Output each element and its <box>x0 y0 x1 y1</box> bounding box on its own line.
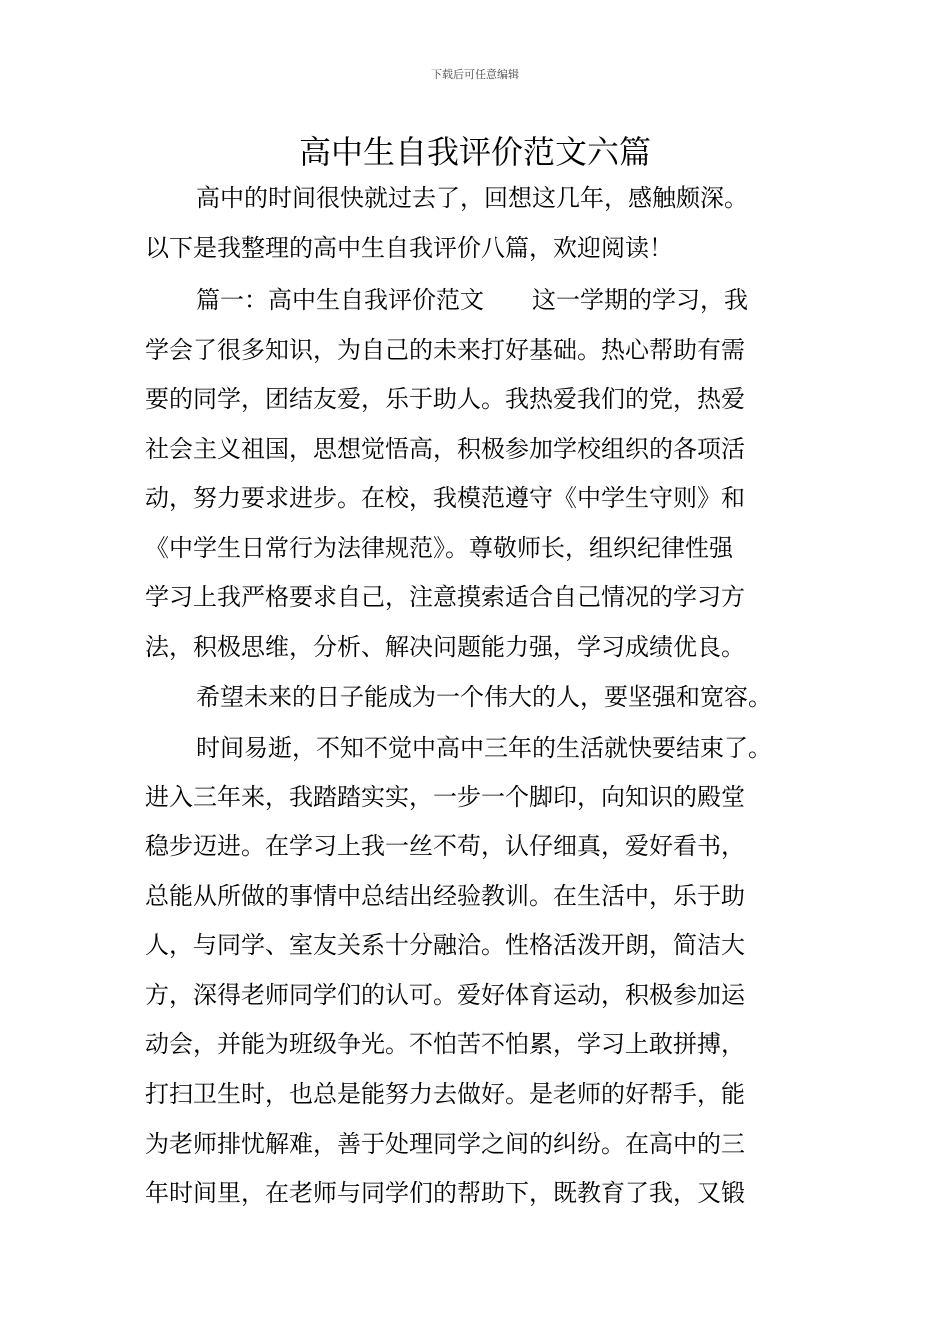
body-line: 为老师排忧解难，善于处理同学之间的纠纷。在高中的三 <box>145 1130 745 1158</box>
body-line: 社会主义祖国，思想觉悟高，积极参加学校组织的各项活 <box>145 435 745 463</box>
body-line: 人，与同学、室友关系十分融洽。性格活泼开朗，简洁大 <box>145 931 745 959</box>
body-line: 《中学生日常行为法律规范》。尊敬师长，组织纪律性强 <box>145 534 733 562</box>
header-note: 下载后可任意编辑 <box>431 68 519 81</box>
body-line: 要的同学，团结友爱，乐于助人。我热爱我们的党，热爱 <box>145 385 745 413</box>
body-line: 时间易逝，不知不觉中高中三年的生活就快要结束了。 <box>196 734 772 762</box>
body-line: 学会了很多知识，为自己的未来打好基础。热心帮助有需 <box>145 336 745 364</box>
body-line: 以下是我整理的高中生自我评价八篇，欢迎阅读！ <box>145 234 673 262</box>
body-line: 希望未来的日子能成为一个伟大的人，要坚强和宽容。 <box>196 683 772 711</box>
body-line: 总能从所做的事情中总结出经验教训。在生活中，乐于助 <box>145 882 745 910</box>
body-line: 进入三年来，我踏踏实实，一步一个脚印，向知识的殿堂 <box>145 783 745 811</box>
body-line: 方，深得老师同学们的认可。爱好体育运动，积极参加运 <box>145 981 745 1009</box>
body-line: 动会，并能为班级争光。不怕苦不怕累，学习上敢拼搏， <box>145 1030 745 1058</box>
body-line: 学习上我严格要求自己，注意摸索适合自己情况的学习方 <box>145 583 745 611</box>
body-line: 篇一：高中生自我评价范文 这一学期的学习，我 <box>196 286 748 314</box>
body-line: 打扫卫生时，也总是能努力去做好。是老师的好帮手，能 <box>145 1080 745 1108</box>
body-line: 稳步迈进。在学习上我一丝不苟，认仔细真，爱好看书， <box>145 832 745 860</box>
document-title: 高中生自我评价范文六篇 <box>298 133 651 171</box>
body-line: 年时间里，在老师与同学们的帮助下，既教育了我，又锻 <box>145 1179 745 1207</box>
body-line: 动，努力要求进步。在校，我模范遵守《中学生守则》和 <box>145 484 745 512</box>
body-line: 高中的时间很快就过去了，回想这几年，感触颇深。 <box>196 184 748 212</box>
body-line: 法，积极思维，分析、解决问题能力强，学习成绩优良。 <box>145 633 745 661</box>
